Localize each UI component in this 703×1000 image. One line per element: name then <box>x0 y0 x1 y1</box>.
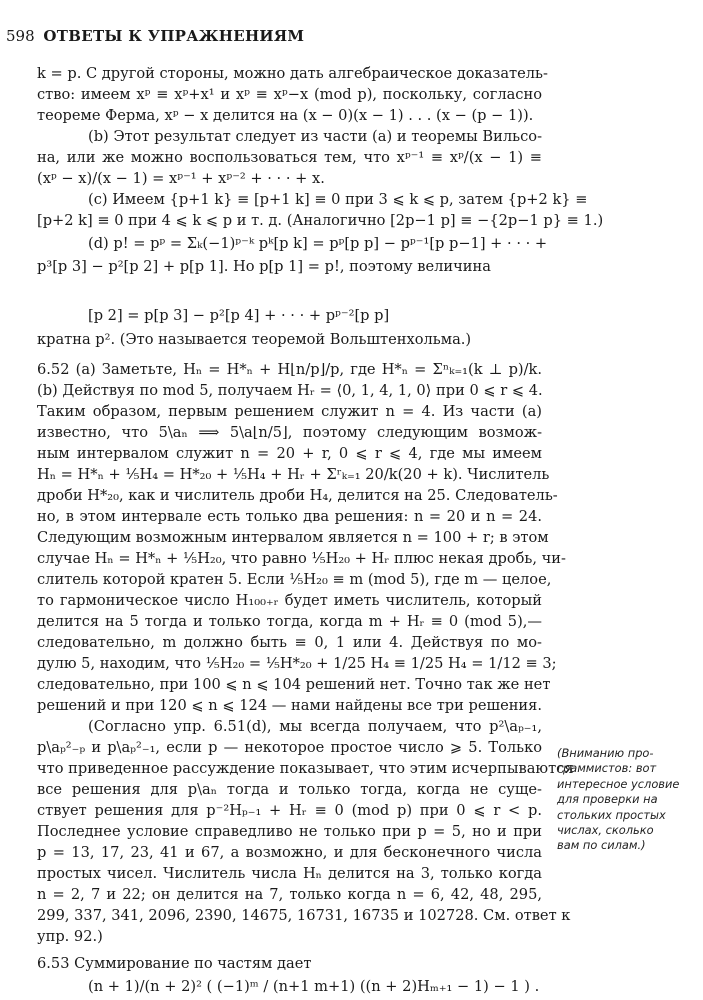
text-line: дроби H*₂₀, как и числитель дроби H₄, делится на 25. Следователь- <box>37 487 558 504</box>
text-line: (d) p! = pᵖ = Σₖ(−1)ᵖ⁻ᵏ pᵏ[p k] = pᵖ[p p] − pᵖ⁻¹[p p−1] + · · · + <box>88 235 548 252</box>
margin-note-line: для проверки на <box>557 792 658 807</box>
text-line: слитель которой кратен 5. Если ⅕H₂₀ ≡ m (mod 5), где m — целое, <box>37 571 552 588</box>
text-line: дулю 5, находим, что ⅕H₂₀ = ⅕H*₂₀ + 1/25 H₄ ≡ 1/25 H₄ = 1/12 ≡ 3; <box>37 655 557 672</box>
margin-note-line: граммистов: вот <box>557 761 657 776</box>
text-line: Последнее условие справедливо не только при p = 5, но и при <box>37 823 542 840</box>
display-formula: [p 2] = p[p 3] − p²[p 4] + · · · + pᵖ⁻²[p p] <box>88 307 390 324</box>
text-line: 299, 337, 341, 2096, 2390, 14675, 16731, 16735 и 102728. См. ответ к <box>37 907 571 924</box>
text-line: 6.53 Суммирование по частям дает <box>37 955 312 972</box>
text-line: простых чисел. Числитель числа Hₙ делится на 3, только когда <box>37 865 542 882</box>
text-line: известно, что 5\aₙ ⟹ 5\a⌊n/5⌋, поэтому следующим возмож- <box>37 424 542 441</box>
text-line: случае Hₙ = H*ₙ + ⅕H₂₀, что равно ⅕H₂₀ + Hᵣ плюс некая дробь, чи- <box>37 550 566 567</box>
text-line: (c) Имеем {p+1 k} ≡ [p+1 k] ≡ 0 при 3 ⩽ k ⩽ p, затем {p+2 k} ≡ <box>88 191 588 208</box>
margin-note-line: интересное условие <box>557 776 680 791</box>
text-line: кратна p². (Это называется теоремой Вольштенхольма.) <box>37 331 472 348</box>
text-line: что приведенное рассуждение показывает, что этим исчерпываются <box>37 760 574 777</box>
text-line: Таким образом, первым решением служит n = 4. Из части (a) <box>37 403 542 420</box>
text-line: то гармоническое число H₁₀₀₊ᵣ будет иметь числитель, который <box>37 592 542 609</box>
text-line: на, или же можно воспользоваться тем, что xᵖ⁻¹ ≡ xᵖ/(x − 1) ≡ <box>37 149 542 166</box>
margin-note-line: вам по силам.) <box>557 838 646 853</box>
text-line: (b) Действуя по mod 5, получаем Hᵣ = ⟨0, 1, 4, 1, 0⟩ при 0 ⩽ r ⩽ 4. <box>37 382 543 399</box>
text-line: ствует решения для p⁻²Hₚ₋₁ + Hᵣ ≡ 0 (mod p) при 0 ⩽ r < p. <box>37 802 542 819</box>
text-line: n = 2, 7 и 22; он делится на 7, только когда n = 6, 42, 48, 295, <box>37 886 542 903</box>
text-line: p³[p 3] − p²[p 2] + p[p 1]. Но p[p 1] = p!, поэтому величина <box>37 258 491 275</box>
text-line: k = p. С другой стороны, можно дать алгебраическое доказатель- <box>37 65 548 82</box>
margin-note-line: стольких простых <box>557 807 666 822</box>
text-line: Следующим возможным интервалом является n = 100 + r; в этом <box>37 529 549 546</box>
text-line: p = 13, 17, 23, 41 и 67, а возможно, и для бесконечного числа <box>37 844 542 861</box>
text-line: все решения для p\aₙ тогда и только тогда, когда не суще- <box>37 781 542 798</box>
text-line: 6.52 (a) Заметьте, Hₙ = H*ₙ + H⌊n/p⌋/p, где H*ₙ = Σⁿₖ₌₁(k ⊥ p)/k. <box>37 361 542 378</box>
text-line: решений и при 120 ⩽ n ⩽ 124 — нами найдены все три решения. <box>37 697 542 714</box>
text-line: ным интервалом служит n = 20 + r, 0 ⩽ r ⩽ 4, где мы имеем <box>37 445 542 462</box>
page-title: ОТВЕТЫ К УПРАЖНЕНИЯМ <box>43 27 305 45</box>
page-header <box>6 27 304 45</box>
text-line: [p+2 k] ≡ 0 при 4 ⩽ k ⩽ p и т. д. (Аналогично [2p−1 p] ≡ −{2p−1 p} ≡ 1.) <box>37 212 604 229</box>
text-line: но, в этом интервале есть только два решения: n = 20 и n = 24. <box>37 508 542 525</box>
margin-note-line: (Вниманию про- <box>557 746 654 760</box>
text-line: (Согласно упр. 6.51(d), мы всегда получаем, что p²\aₚ₋₁, <box>88 718 542 735</box>
text-line: следовательно, при 100 ⩽ n ⩽ 104 решений нет. Точно так же нет <box>37 676 551 693</box>
text-line: p\aₚ²₋ₚ и p\aₚ²₋₁, если p — некоторое простое число ⩾ 5. Только <box>37 739 542 756</box>
display-formula: (n + 1)/(n + 2)² ( (−1)ᵐ / (n+1 m+1) ((n + 2)Hₘ₊₁ − 1) − 1 ) . <box>88 978 540 995</box>
text-line: ство: имеем xᵖ ≡ xᵖ+x¹ и xᵖ ≡ xᵖ−x (mod p), поскольку, согласно <box>37 86 542 103</box>
text-line: делится на 5 тогда и только тогда, когда m + Hᵣ ≡ 0 (mod 5),— <box>37 613 542 630</box>
text-line: (xᵖ − x)/(x − 1) = xᵖ⁻¹ + xᵖ⁻² + · · · + x. <box>37 170 325 187</box>
text-line: (b) Этот результат следует из части (a) и теоремы Вильсо- <box>88 128 542 145</box>
text-line: Hₙ = H*ₙ + ⅕H₄ = H*₂₀ + ⅕H₄ + Hᵣ + Σʳₖ₌₁ 20/k(20 + k). Числитель <box>37 466 550 483</box>
text-line: упр. 92.) <box>37 928 103 945</box>
text-line: теореме Ферма, xᵖ − x делится на (x − 0)(x − 1) . . . (x − (p − 1)). <box>37 107 534 124</box>
margin-note-line: числах, сколько <box>557 823 654 838</box>
page-number: 598 <box>6 27 35 45</box>
margin-note <box>557 746 687 854</box>
text-line: следовательно, m должно быть ≡ 0, 1 или 4. Действуя по мо- <box>37 634 542 651</box>
